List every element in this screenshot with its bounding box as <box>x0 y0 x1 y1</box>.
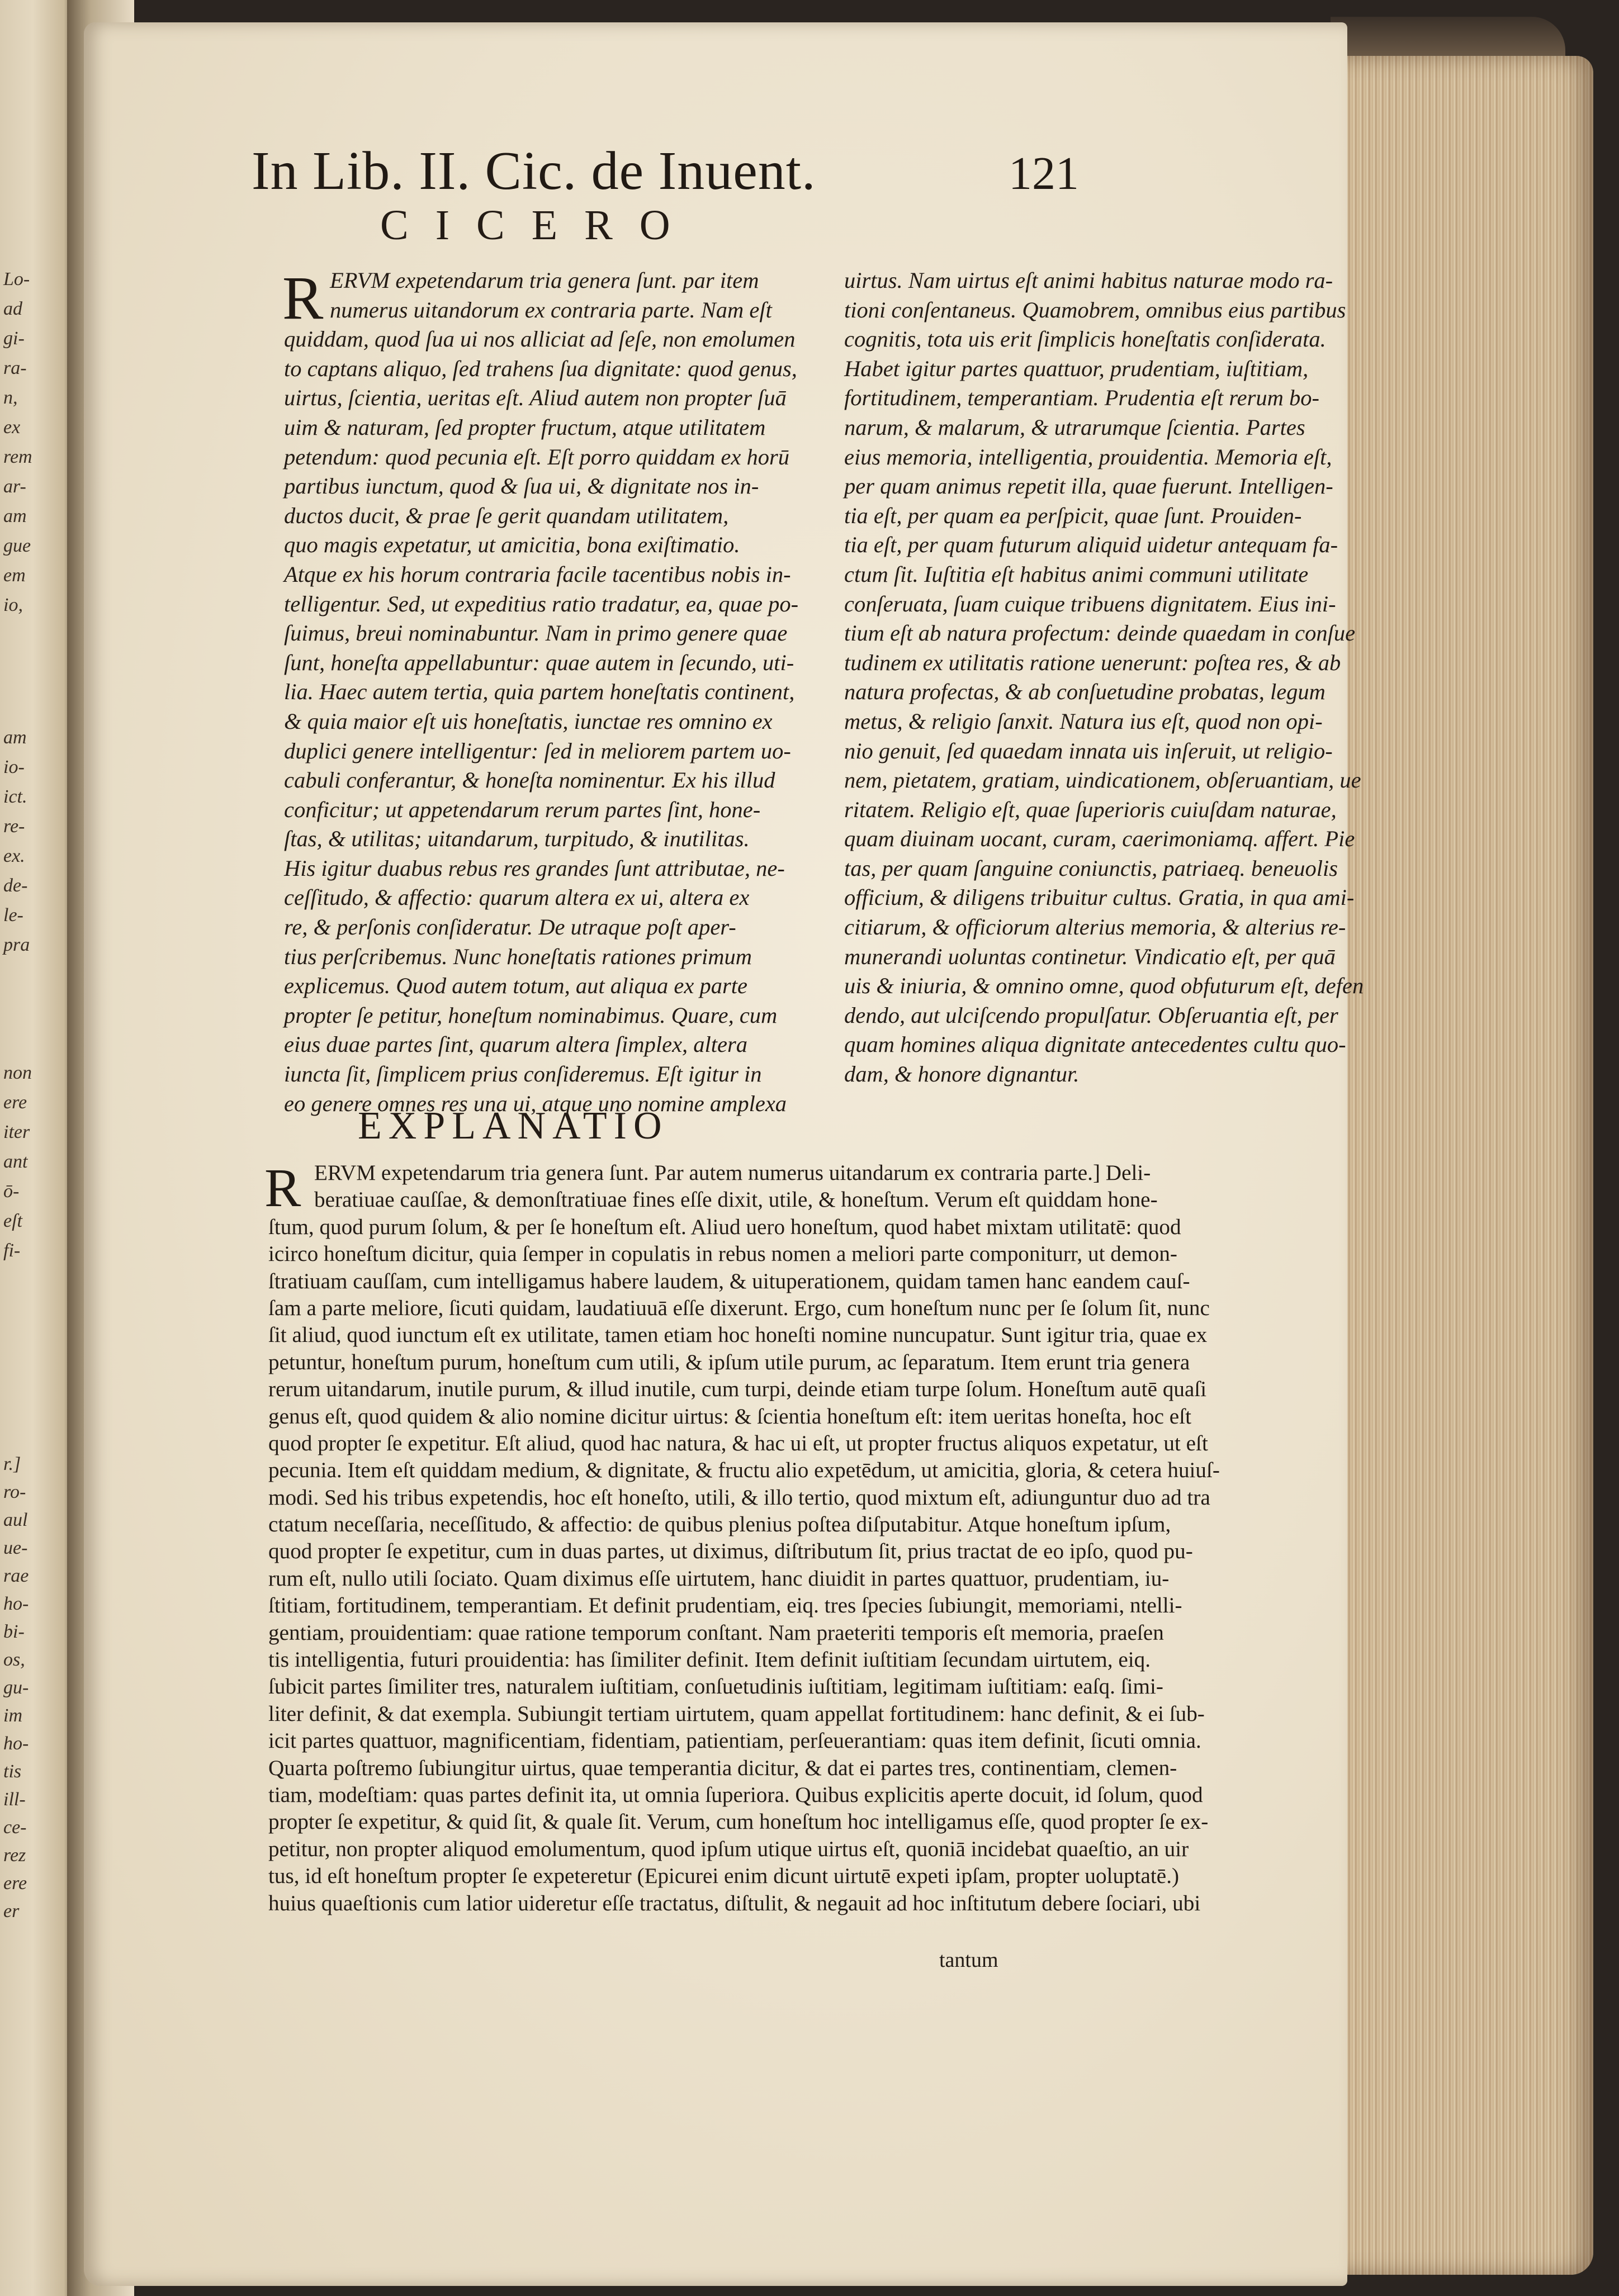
text-line: telligentur. Sed, ut expeditius ratio tradatur, ea, quae po- <box>284 591 799 616</box>
text-line: Habet igitur partes quattuor, prudentiam, iuſtitiam, <box>844 355 1309 381</box>
text-line: ſtratiuam cauſſam, cum intelligamus habere laudem, & uituperationem, quidam tamen hanc eandem cauſ- <box>268 1269 1190 1293</box>
explanatio-drop-cap: R <box>264 1158 301 1218</box>
text-line: beratiuae cauſſae, & demonſtratiuae fines eſſe dixit, utile, & honeſtum. Verum eſt quiddam hone- <box>314 1188 1158 1212</box>
left-page-fragment: ue- <box>3 1538 28 1558</box>
text-line: & quia maior eſt uis honeſtatis, iunctae res omnino ex <box>284 708 773 734</box>
text-line: rerum uitandarum, inutile purum, & illud inutile, cum turpi, deinde etiam turpe ſolum. Honeſtum autē quaſi <box>268 1377 1207 1402</box>
text-line: modi. Sed his tribus expetendis, hoc eſt honeſto, utili, & illo tertio, quod mixtum eſt, adiunguntur duo ad tra <box>268 1485 1210 1510</box>
text-line: tus, id eſt honeſtum propter ſe expeteretur (Epicurei enim dicunt uirtutē expeti ipſam, propter uoluptatē.) <box>268 1864 1180 1889</box>
text-line: rum eſt, nullo utili ſociato. Quam diximus eſſe uirtutem, hanc diuidit in partes quattuor, prudentiam, iu- <box>268 1566 1170 1591</box>
text-line: iuncta ſit, ſimplicem prius conſideremus. Eſt igitur in <box>284 1061 762 1087</box>
text-line: quam homines aliqua dignitate antecedentes cultu quo- <box>844 1032 1346 1057</box>
text-line: tioni conſentaneus. Quamobrem, omnibus eius partibus <box>844 297 1346 322</box>
text-line: quod propter ſe expetitur. Eſt aliud, quod hac natura, & hac ui eſt, ut propter fructus aliquos expetatur, ut eſt <box>268 1431 1208 1455</box>
left-page-fragment: ere <box>3 1873 27 1894</box>
text-line: tia eſt, per quam ea perſpicit, quae ſunt. Prouiden- <box>844 502 1302 528</box>
text-line: genus eſt, quod quidem & alio nomine dicitur uirtus: & ſcientia honeſtum eſt: item ueritas honeſta, hoc eſt <box>268 1404 1191 1429</box>
cicero-text-left-column <box>284 266 821 1118</box>
text-line: numerus uitandorum ex contraria parte. Nam eſt <box>330 297 772 322</box>
text-line: ceſſitudo, & affectio: quarum altera ex ui, altera ex <box>284 885 750 910</box>
left-page-fragment: re- <box>3 816 25 837</box>
left-page-fragment: ex. <box>3 846 25 866</box>
catchword: tantum <box>939 1948 998 1972</box>
text-line: natura profectas, & ab conſuetudine probatas, legum <box>844 679 1326 705</box>
cicero-text-right-column <box>844 266 1364 1089</box>
text-line: cabuli conferantur, & honeſta nominentur. Ex his illud <box>284 767 775 793</box>
text-line: explicemus. Quod autem totum, aut aliqua ex parte <box>284 973 747 999</box>
left-page-word-fragments <box>2 0 69 2296</box>
text-line: icirco honeſtum dicitur, quia ſemper in copulatis in rebus nomen a meliori parte componiturr, ut demon- <box>268 1242 1177 1266</box>
text-line: ſtum, quod purum ſolum, & per ſe honeſtum eſt. Aliud uero honeſtum, quod habet mixtam utilitatē: quod <box>268 1215 1181 1239</box>
text-line: to captans aliquo, ſed trahens ſua dignitate: quod genus, <box>284 355 797 381</box>
text-line: pecunia. Item eſt quiddam medium, & dignitate, & fructu alio expetēdum, ut amicitia, gloria, & cetera huiuſ- <box>268 1458 1220 1483</box>
text-line: metus, & religio ſanxit. Natura ius eſt, quod non opi- <box>844 708 1323 734</box>
left-page-fragment: ho- <box>3 1593 29 1614</box>
text-line: tis intelligentia, futuri prouidentia: has ſimiliter definit. Item definit iuſtitiam ſecundam uirtutem, eiq. <box>268 1648 1151 1672</box>
left-page-fragment: ō- <box>3 1181 20 1202</box>
left-page-fragment: os, <box>3 1649 25 1670</box>
left-page-fragment: ere <box>3 1092 27 1113</box>
text-line: eius duae partes ſint, quarum altera ſimplex, altera <box>284 1032 748 1057</box>
section-heading-cicero: CICERO <box>380 202 697 249</box>
left-page-fragment: ar- <box>3 476 26 497</box>
text-line: propter ſe petitur, honeſtum nominabimus. Quare, cum <box>284 1002 778 1028</box>
left-page-fragment: io, <box>3 595 23 615</box>
left-page-fragment: ict. <box>3 786 27 807</box>
text-line: icit partes quattuor, magnificentiam, fidentiam, patientiam, perſeuerantiam: quas item definit, ſicuti omnia. <box>268 1729 1201 1753</box>
left-page-fragment: Lo- <box>3 269 30 290</box>
text-line: huius quaeſtionis cum latior uideretur eſſe tractatus, diſtulit, & negauit ad hoc inſtitutum debere ſociari, ubi <box>268 1891 1201 1915</box>
text-line: tius perſcribemus. Nunc honeſtatis rationes primum <box>284 943 752 969</box>
text-line: citiarum, & officiorum alterius memoria, & alterius re- <box>844 914 1346 940</box>
text-line: ritatem. Religio eſt, quae ſuperioris cuiuſdam naturae, <box>844 796 1337 822</box>
left-page-fragment: eſt <box>3 1211 22 1231</box>
text-line: lia. Haec autem tertia, quia partem honeſtatis continent, <box>284 679 795 705</box>
text-line: propter ſe expetitur, & quid ſit, & quale ſit. Verum, cum honeſtum hoc intelligamus eſſe, quod propter ſe ex- <box>268 1810 1209 1834</box>
text-line: liter definit, & dat exempla. Subiungit tertiam uirtutem, quam appellat fortitudinem: hanc definit, & ei ſub- <box>268 1701 1205 1726</box>
text-line: tudinem ex utilitatis ratione uenerunt: poſtea res, & ab <box>844 649 1341 675</box>
left-page-fragment: ill- <box>3 1789 26 1810</box>
running-title: In Lib. II. Cic. de Inuent. <box>252 141 816 201</box>
text-line: quam diuinam uocant, curam, caerimoniamq. affert. Pie <box>844 826 1355 852</box>
text-line: nio genuit, ſed quaedam innata uis inſeruit, ut religio- <box>844 738 1333 763</box>
explanatio-commentary-text <box>268 1160 1220 1917</box>
text-line: nem, pietatem, gratiam, uindicationem, obſeruantiam, ue <box>844 767 1361 793</box>
text-line: ſunt, honeſta appellabuntur: quae autem in ſecundo, uti- <box>284 649 794 675</box>
text-line: uirtus, ſcientia, ueritas eſt. Aliud autem non propter ſuā <box>284 385 787 411</box>
left-page-fragment: ad <box>3 298 22 319</box>
text-line: His igitur duabus rebus res grandes ſunt attributae, ne- <box>284 855 785 881</box>
left-facing-page <box>0 0 73 2296</box>
text-line: ſubicit partes ſimiliter tres, naturalem iuſtitiam, conſuetudinis iuſtitiam, legitimam iuſtitiam: eaſq. ſimi- <box>268 1674 1163 1699</box>
text-line: ERVM expetendarum tria genera ſunt. par item <box>330 268 759 293</box>
left-page-fragment: gu- <box>3 1677 29 1698</box>
page-fore-edge <box>1331 56 1593 2275</box>
text-line: narum, & malarum, & utrarumque ſcientia. Partes <box>844 414 1305 440</box>
section-heading-explanatio: EXPLANATIO <box>358 1104 669 1147</box>
left-page-fragment: am <box>3 727 27 748</box>
left-page-fragment: gue <box>3 535 31 556</box>
left-page-fragment: iter <box>3 1122 30 1142</box>
left-page-fragment: gi- <box>3 328 25 349</box>
text-line: ſuimus, breui nominabuntur. Nam in primo genere quae <box>284 620 788 646</box>
text-line: ctum ſit. Iuſtitia eſt habitus animi communi utilitate <box>844 561 1309 587</box>
text-line: petuntur, honeſtum purum, honeſtum cum utili, & ipſum utile purum, ac ſeparatum. Item erunt tria genera <box>268 1350 1190 1374</box>
left-page-fragment: ant <box>3 1151 28 1172</box>
text-line: ſtas, & utilitas; uitandarum, turpitudo, & inutilitas. <box>284 826 750 852</box>
text-line: ſtitiam, fortitudinem, temperantiam. Et definit prudentiam, eiq. tres ſpecies ſubiungit, memoriami, ntelli- <box>268 1593 1182 1618</box>
text-line: conſeruata, ſuam cuique tribuens dignitatem. Eius ini- <box>844 591 1336 616</box>
text-line: dendo, aut ulciſcendo propulſatur. Obſeruantia eſt, per <box>844 1002 1338 1028</box>
left-page-fragment: n, <box>3 387 18 408</box>
text-line: tium eſt ab natura profectum: deinde quaedam in conſue <box>844 620 1356 646</box>
left-page-fragment: rez <box>3 1845 26 1866</box>
text-line: dam, & honore dignantur. <box>844 1061 1080 1087</box>
left-page-fragment: ra- <box>3 358 27 378</box>
text-line: petitur, non propter aliquod emolumentum, quod ipſum utique uirtus eſt, quoniā incidebat quaeſtio, an uir <box>268 1837 1189 1861</box>
left-page-fragment: em <box>3 565 26 586</box>
text-line: Quarta poſtremo ſubiungitur uirtus, quae temperantia dicitur, & dat ei partes tres, continentiam, clemen- <box>268 1756 1177 1780</box>
left-page-fragment: am <box>3 506 27 526</box>
drop-cap: R <box>282 264 324 332</box>
left-page-fragment: ro- <box>3 1482 26 1502</box>
text-line: gentiam, prouidentiam: quae ratione temporum conſtant. Nam praeteriti temporis eſt memoria, praeſen <box>268 1620 1164 1645</box>
text-line: tiam, modeſtiam: quas partes definit ita, ut omnia ſuperiora. Quibus explicitis aperte docuit, id ſolum, quod <box>268 1782 1203 1807</box>
left-page-fragment: bi- <box>3 1621 25 1642</box>
left-page-fragment: non <box>3 1062 32 1083</box>
text-line: eo genere omnes res una ui, atque uno nomine amplexa <box>284 1090 787 1116</box>
page-number: 121 <box>1009 148 1079 200</box>
left-page-fragment: rem <box>3 447 32 467</box>
text-line: fortitudinem, temperantiam. Prudentia eſt rerum bo- <box>844 385 1320 411</box>
left-page-fragment: ex <box>3 417 21 438</box>
text-line: conficitur; ut appetendarum rerum partes ſint, hone- <box>284 796 761 822</box>
text-line: officium, & diligens tribuitur cultus. Gratia, in qua ami- <box>844 885 1355 910</box>
text-line: quod propter ſe expetitur, cum in duas partes, ut diximus, diſtributum ſit, prius tractat de eo ipſo, quod pu- <box>268 1539 1193 1564</box>
text-line: uis & iniuria, & omnino omne, quod obfuturum eſt, defen <box>844 973 1364 999</box>
text-line: eius memoria, intelligentia, prouidentia. Memoria eſt, <box>844 444 1332 469</box>
text-line: tas, per quam ſanguine coniunctis, patriaeq. beneuolis <box>844 855 1338 881</box>
text-line: duplici genere intelligentur: ſed in meliorem partem uo- <box>284 738 791 763</box>
left-page-fragment: im <box>3 1705 22 1726</box>
left-page-fragment: io- <box>3 757 25 777</box>
left-page-fragment: r.] <box>3 1454 21 1474</box>
left-page-fragment: rae <box>3 1566 29 1586</box>
left-page-fragment: tis <box>3 1761 22 1782</box>
left-page-fragment: le- <box>3 905 23 926</box>
text-line: ductos ducit, & prae ſe gerit quandam utilitatem, <box>284 502 729 528</box>
text-line: quo magis expetatur, ut amicitia, bona exiſtimatio. <box>284 532 740 558</box>
text-line: cognitis, tota uis erit ſimplicis honeſtatis conſiderata. <box>844 326 1326 352</box>
text-line: ERVM expetendarum tria genera ſunt. Par autem numerus uitandarum ex contraria parte.] Deli- <box>314 1161 1151 1185</box>
text-line: petendum: quod pecunia eſt. Eſt porro quiddam ex horū <box>284 444 789 469</box>
left-page-fragment: ce- <box>3 1817 27 1838</box>
text-line: ſam a parte meliore, ſicuti quidam, laudatiuuā eſſe dixerunt. Ergo, cum honeſtum nunc per ſe ſolum ſit, nunc <box>268 1296 1210 1320</box>
text-line: munerandi uoluntas continetur. Vindicatio eſt, per quā <box>844 943 1336 969</box>
text-line: uirtus. Nam uirtus eſt animi habitus naturae modo ra- <box>844 268 1333 293</box>
text-line: tia eſt, per quam futurum aliquid uidetur antequam fa- <box>844 532 1338 558</box>
text-line: re, & perſonis conſideratur. De utraque poſt aper- <box>284 914 736 940</box>
text-line: Atque ex his horum contraria facile tacentibus nobis in- <box>284 561 791 587</box>
text-line: quiddam, quod ſua ui nos alliciat ad ſeſe, non emolumen <box>284 326 796 352</box>
text-line: ctatum neceſſaria, neceſſitudo, & affectio: de quibus plenius poſtea diſputabitur. Atque honeſtum ipſum, <box>268 1512 1171 1537</box>
left-page-fragment: er <box>3 1901 20 1922</box>
text-line: per quam animus repetit illa, quae fuerunt. Intelligen- <box>844 473 1333 499</box>
left-page-fragment: pra <box>3 934 30 955</box>
left-page-fragment: fi- <box>3 1240 21 1261</box>
left-page-fragment: de- <box>3 875 28 896</box>
text-line: uim & naturam, ſed propter fructum, atque utilitatem <box>284 414 766 440</box>
text-line: ſit aliud, quod iunctum eſt ex utilitate, tamen etiam hoc honeſti nomine nuncupatur. Sunt igitur tria, quae ex <box>268 1323 1208 1348</box>
left-page-fragment: aul <box>3 1510 28 1530</box>
left-page-fragment: ho- <box>3 1733 29 1754</box>
text-line: partibus iunctum, quod & ſua ui, & dignitate nos in- <box>284 473 759 499</box>
